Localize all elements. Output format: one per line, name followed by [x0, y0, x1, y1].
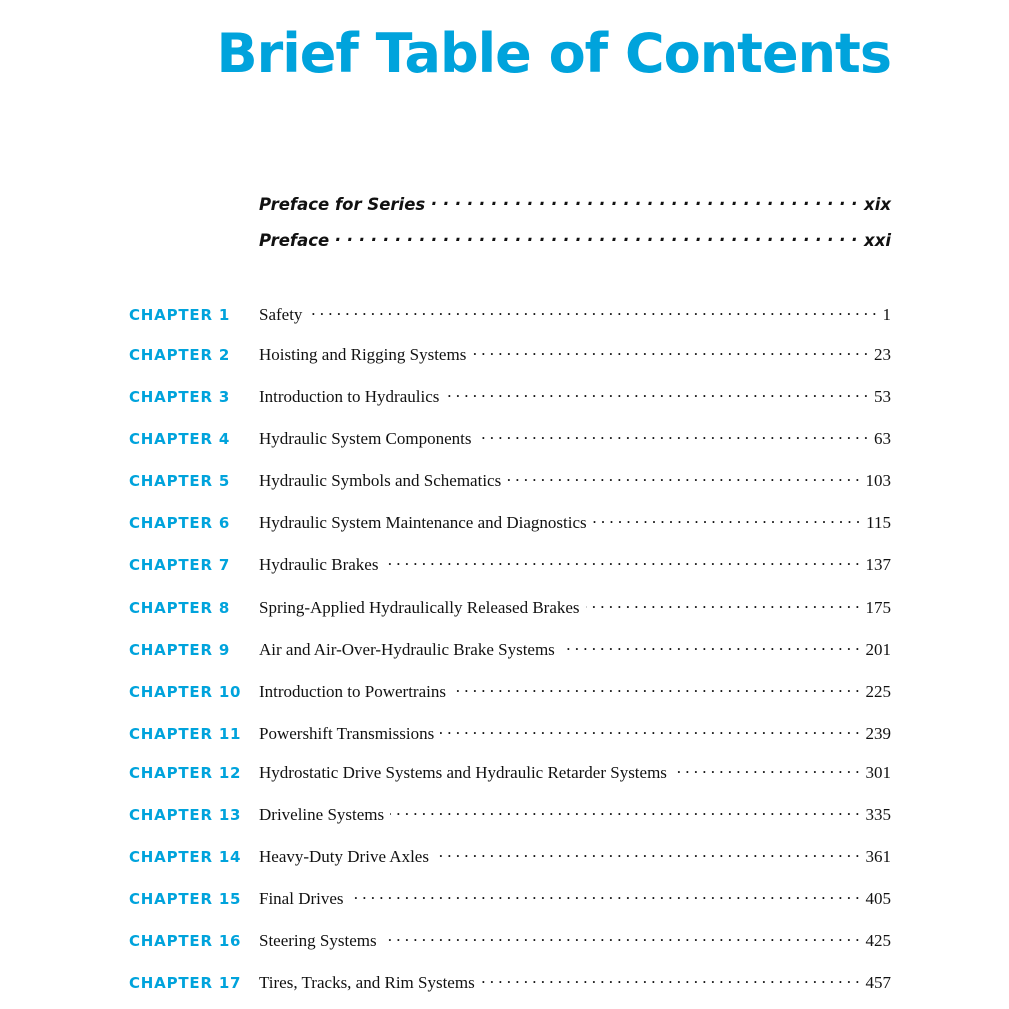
- chapter-page: 225: [865, 682, 891, 702]
- chapter-number: CHAPTER 13: [129, 806, 242, 825]
- dot-leader: [435, 842, 860, 862]
- dot-leader: [390, 800, 859, 820]
- chapter-title: Driveline Systems: [259, 805, 385, 825]
- chapter-number: CHAPTER 16: [129, 932, 242, 951]
- entry-label: Preface: [259, 230, 330, 250]
- chapter-title: Hoisting and Rigging Systems: [259, 345, 467, 365]
- chapter-number: CHAPTER 10: [129, 683, 242, 702]
- toc-chapter-row[interactable]: [129, 968, 891, 993]
- toc-chapter-row[interactable]: [129, 842, 891, 867]
- dot-leader: [507, 466, 859, 486]
- dot-leader: [335, 226, 858, 246]
- toc-chapter-row[interactable]: [129, 635, 891, 660]
- chapter-title: Hydraulic Symbols and Schematics: [259, 471, 502, 491]
- chapter-page: 115: [866, 513, 891, 533]
- chapter-page: 137: [865, 555, 891, 575]
- dot-leader: [586, 593, 860, 613]
- dot-leader: [452, 677, 860, 697]
- chapter-number: CHAPTER 2: [129, 346, 231, 365]
- chapter-page: 301: [865, 763, 891, 783]
- chapter-page: 335: [865, 805, 891, 825]
- chapter-page: 425: [865, 931, 891, 951]
- chapter-number: CHAPTER 5: [129, 472, 231, 491]
- chapter-page: 361: [865, 847, 891, 867]
- toc-chapter-row[interactable]: [129, 593, 891, 618]
- dot-leader: [308, 300, 876, 320]
- chapter-title: Safety: [259, 305, 303, 325]
- toc-chapter-row[interactable]: [129, 677, 891, 702]
- chapter-title: Introduction to Powertrains: [259, 682, 446, 702]
- chapter-page: 23: [874, 345, 891, 365]
- chapter-title: Steering Systems: [259, 931, 377, 951]
- chapter-title: Introduction to Hydraulics: [259, 387, 440, 407]
- chapter-title: Spring-Applied Hydraulically Released Brakes: [259, 598, 580, 618]
- toc-chapter-row[interactable]: [129, 508, 891, 533]
- chapter-title: Hydrostatic Drive Systems and Hydraulic Retarder Systems: [259, 763, 667, 783]
- chapter-number: CHAPTER 3: [129, 388, 231, 407]
- chapter-title: Heavy-Duty Drive Axles: [259, 847, 429, 867]
- toc-chapter-row[interactable]: [129, 382, 891, 407]
- chapter-title: Powershift Transmissions: [259, 724, 435, 744]
- toc-chapter-row[interactable]: [129, 424, 891, 449]
- toc-chapter-row[interactable]: [129, 884, 891, 909]
- dot-leader: [673, 758, 860, 778]
- chapter-number: CHAPTER 8: [129, 599, 231, 618]
- chapter-title: Air and Air-Over-Hydraulic Brake Systems: [259, 640, 555, 660]
- toc-entry-preface-for-series[interactable]: [259, 190, 891, 214]
- dot-leader: [383, 926, 860, 946]
- chapter-number: CHAPTER 12: [129, 764, 242, 783]
- chapter-number: CHAPTER 4: [129, 430, 231, 449]
- chapter-number: CHAPTER 6: [129, 514, 231, 533]
- toc-chapter-row[interactable]: [129, 550, 891, 575]
- toc-chapter-row[interactable]: [129, 300, 891, 325]
- chapter-title: Hydraulic System Components: [259, 429, 472, 449]
- chapter-number: CHAPTER 7: [129, 556, 231, 575]
- chapter-page: 405: [865, 889, 891, 909]
- dot-leader: [445, 382, 868, 402]
- chapter-number: CHAPTER 17: [129, 974, 242, 993]
- entry-page: xix: [864, 194, 891, 214]
- toc-chapter-row[interactable]: [129, 466, 891, 491]
- page-title: Brief Table of Contents: [216, 22, 891, 85]
- toc-chapter-row[interactable]: [129, 719, 891, 744]
- dot-leader: [481, 968, 860, 988]
- dot-leader: [477, 424, 868, 444]
- chapter-number: CHAPTER 15: [129, 890, 242, 909]
- chapter-page: 1: [882, 305, 891, 325]
- toc-chapter-row[interactable]: [129, 800, 891, 825]
- chapter-page: 103: [865, 471, 891, 491]
- chapter-title: Hydraulic System Maintenance and Diagnostics: [259, 513, 587, 533]
- entry-page: xxi: [864, 230, 891, 250]
- chapter-number: CHAPTER 1: [129, 306, 231, 325]
- dot-leader: [440, 719, 859, 739]
- toc-chapter-row[interactable]: [129, 340, 891, 365]
- dot-leader: [472, 340, 868, 360]
- dot-leader: [593, 508, 860, 528]
- dot-leader: [561, 635, 860, 655]
- chapter-title: Hydraulic Brakes: [259, 555, 379, 575]
- chapter-title: Tires, Tracks, and Rim Systems: [259, 973, 475, 993]
- dot-leader: [431, 190, 858, 210]
- chapter-title: Final Drives: [259, 889, 344, 909]
- chapter-page: 63: [874, 429, 891, 449]
- chapter-page: 457: [865, 973, 891, 993]
- chapter-number: CHAPTER 9: [129, 641, 231, 660]
- chapter-page: 175: [865, 598, 891, 618]
- entry-label: Preface for Series: [259, 194, 426, 214]
- dot-leader: [350, 884, 860, 904]
- chapter-page: 53: [874, 387, 891, 407]
- toc-chapter-row[interactable]: [129, 758, 891, 783]
- chapter-number: CHAPTER 11: [129, 725, 242, 744]
- toc-chapter-row[interactable]: [129, 926, 891, 951]
- dot-leader: [384, 550, 859, 570]
- chapter-number: CHAPTER 14: [129, 848, 242, 867]
- toc-entry-preface[interactable]: [259, 226, 891, 250]
- chapter-page: 201: [865, 640, 891, 660]
- chapter-page: 239: [865, 724, 891, 744]
